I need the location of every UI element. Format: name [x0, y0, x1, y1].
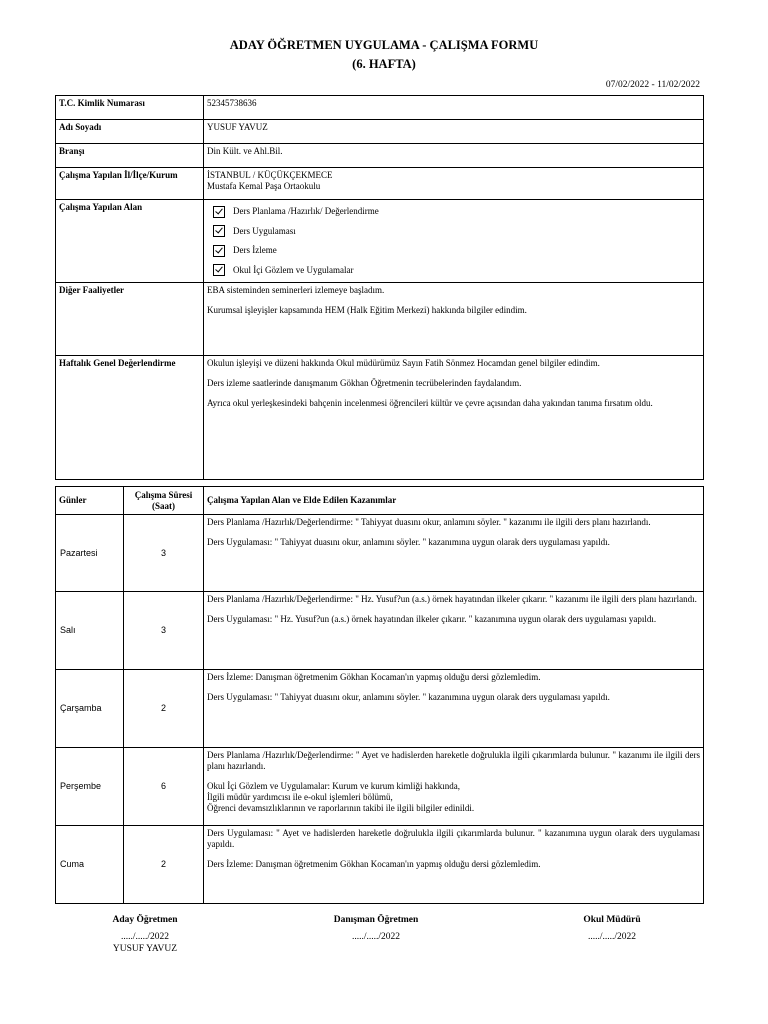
- checkbox-checked-icon[interactable]: [213, 264, 225, 276]
- desc-paragraph: Ders Uygulaması: " Hz. Yusuf?un (a.s.) örnek hayatından ilkeler çıkarır. " kazanımına uygun olarak ders uygulaması yapıldı.: [207, 614, 657, 624]
- info-table: [55, 95, 704, 480]
- checkbox-checked-icon[interactable]: [213, 225, 225, 237]
- col-day-header: Günler: [56, 487, 124, 515]
- form-title: ADAY ÖĞRETMEN UYGULAMA - ÇALIŞMA FORMU: [229, 38, 539, 52]
- area-item-label: Okul İçi Gözlem ve Uygulamalar: [233, 264, 354, 275]
- weekly-table: [55, 486, 704, 904]
- place-line-2: Mustafa Kemal Paşa Ortaokulu: [207, 181, 321, 191]
- desc-line: Okul İçi Gözlem ve Uygulamalar: Kurum ve kurum kimliği hakkında,: [207, 781, 460, 791]
- advisor-signature: [286, 914, 466, 943]
- area-checklist: [204, 200, 704, 283]
- day-cell: Salı: [56, 592, 124, 670]
- area-item-label: Ders Uygulaması: [233, 225, 296, 236]
- desc-line: İlgili müdür yardımcısı ile e-okul işlemleri bölümü,: [207, 792, 393, 802]
- desc-line: Öğrenci devamsızlıklarının ve raporlarının takibi ile ilgili bilgiler edinildi.: [207, 803, 475, 813]
- hours-cell: 2: [124, 670, 204, 748]
- weekly-evaluation: [204, 356, 704, 480]
- form-subtitle: (6. HAFTA): [352, 57, 416, 71]
- desc-cell: [204, 515, 704, 592]
- candidate-signature: [55, 914, 235, 955]
- other-label: Diğer Faaliyetler: [56, 283, 204, 356]
- desc-cell: [204, 826, 704, 904]
- checkbox-checked-icon[interactable]: [213, 245, 225, 257]
- col-hours-header: Çalışma Süresi (Saat): [124, 487, 204, 515]
- day-cell: Çarşamba: [56, 670, 124, 748]
- day-cell: Cuma: [56, 826, 124, 904]
- desc-paragraph: Ders Uygulaması: " Ayet ve hadislerden hareketle doğrulukla ilgili çıkarımlarda bulunur. " kazanımına uygun olarak ders uygulaması yapıldı.: [207, 828, 700, 849]
- table-row: [56, 748, 704, 826]
- tc-value: 52345738636: [204, 96, 704, 120]
- hours-cell: 6: [124, 748, 204, 826]
- day-cell: Perşembe: [56, 748, 124, 826]
- eval-paragraph: Ayrıca okul yerleşkesindeki bahçenin incelenmesi öğrencileri kültür ve çevre açısından daha yakından tanıma fırsatım oldu.: [207, 398, 653, 408]
- area-item: [207, 241, 700, 261]
- desc-paragraph: Ders Planlama /Hazırlık/Değerlendirme: " Tahiyyat duasını okur, anlamını söyler. " kazanımı ile ilgili ders planı hazırlandı.: [207, 517, 651, 527]
- place-label: Çalışma Yapılan İl/İlçe/Kurum: [56, 168, 204, 200]
- col-desc-header: Çalışma Yapılan Alan ve Elde Edilen Kazanımlar: [204, 487, 704, 515]
- principal-date: ...../...../2022: [587, 932, 637, 942]
- desc-paragraph: Ders İzleme: Danışman öğretmenim Gökhan Kocaman'ın yapmış olduğu dersi gözlemledim.: [207, 672, 541, 682]
- desc-paragraph: Ders Planlama /Hazırlık/Değerlendirme: " Hz. Yusuf?un (a.s.) örnek hayatından ilkeler çıkarır. " kazanımı ile ilgili ders planı hazırlandı.: [207, 594, 697, 604]
- table-row: [56, 592, 704, 670]
- area-item: [207, 202, 700, 222]
- place-value: [204, 168, 704, 200]
- area-label: Çalışma Yapılan Alan: [56, 200, 204, 283]
- name-label: Adı Soyadı: [56, 120, 204, 144]
- checkbox-checked-icon[interactable]: [213, 206, 225, 218]
- desc-cell: [204, 670, 704, 748]
- tc-label: T.C. Kimlik Numarası: [56, 96, 204, 120]
- eval-paragraph: Ders izleme saatlerinde danışmanım Gökhan Öğretmenin tecrübelerinden faydalandım.: [207, 378, 522, 388]
- branch-value: Din Kült. ve Ahl.Bil.: [204, 144, 704, 168]
- candidate-title: Aday Öğretmen: [112, 915, 178, 925]
- area-item-label: Ders İzleme: [233, 245, 277, 256]
- desc-paragraph: Ders Planlama /Hazırlık/Değerlendirme: " Ayet ve hadislerden hareketle doğrulukla ilgili çıkarımlarda bulunur. " kazanımı ile ilgili ders planı hazırlandı.: [207, 750, 700, 771]
- eval-label: Haftalık Genel Değerlendirme: [56, 356, 204, 480]
- table-row: [56, 515, 704, 592]
- principal-title: Okul Müdürü: [583, 915, 641, 925]
- area-item: [207, 222, 700, 242]
- hours-cell: 3: [124, 592, 204, 670]
- advisor-title: Danışman Öğretmen: [333, 915, 419, 925]
- area-item-label: Ders Planlama /Hazırlık/ Değerlendirme: [233, 206, 379, 217]
- name-value: YUSUF YAVUZ: [204, 120, 704, 144]
- candidate-date: ...../...../2022: [120, 932, 170, 942]
- desc-cell: [204, 748, 704, 826]
- principal-signature: [522, 914, 702, 943]
- eval-paragraph: Okulun işleyişi ve düzeni hakkında Okul müdürümüz Sayın Fatih Sönmez Hocamdan genel bilgiler edindim.: [207, 358, 600, 368]
- table-row: [56, 826, 704, 904]
- desc-paragraph: Ders Uygulaması: " Tahiyyat duasını okur, anlamını söyler. " kazanımına uygun olarak ders uygulaması yapıldı.: [207, 692, 610, 702]
- day-cell: Pazartesi: [56, 515, 124, 592]
- place-line-1: İSTANBUL / KÜÇÜKÇEKMECE: [207, 170, 333, 180]
- area-item: [207, 261, 700, 281]
- date-range: 07/02/2022 - 11/02/2022: [605, 80, 700, 90]
- desc-paragraph: Ders Uygulaması: " Tahiyyat duasını okur, anlamını söyler. " kazanımına uygun olarak ders uygulaması yapıldı.: [207, 537, 610, 547]
- desc-paragraph: Ders İzleme: Danışman öğretmenim Gökhan Kocaman'ın yapmış olduğu dersi gözlemledim.: [207, 859, 541, 869]
- table-row: [56, 670, 704, 748]
- desc-cell: [204, 592, 704, 670]
- candidate-name: YUSUF YAVUZ: [112, 944, 178, 954]
- other-activity: Kurumsal işleyişler kapsamında HEM (Halk Eğitim Merkezi) hakkında bilgiler edindim.: [207, 305, 527, 315]
- advisor-date: ...../...../2022: [351, 932, 401, 942]
- other-activity: EBA sisteminden seminerleri izlemeye başladım.: [207, 285, 385, 295]
- hours-cell: 2: [124, 826, 204, 904]
- branch-label: Branşı: [56, 144, 204, 168]
- hours-cell: 3: [124, 515, 204, 592]
- other-activities: [204, 283, 704, 356]
